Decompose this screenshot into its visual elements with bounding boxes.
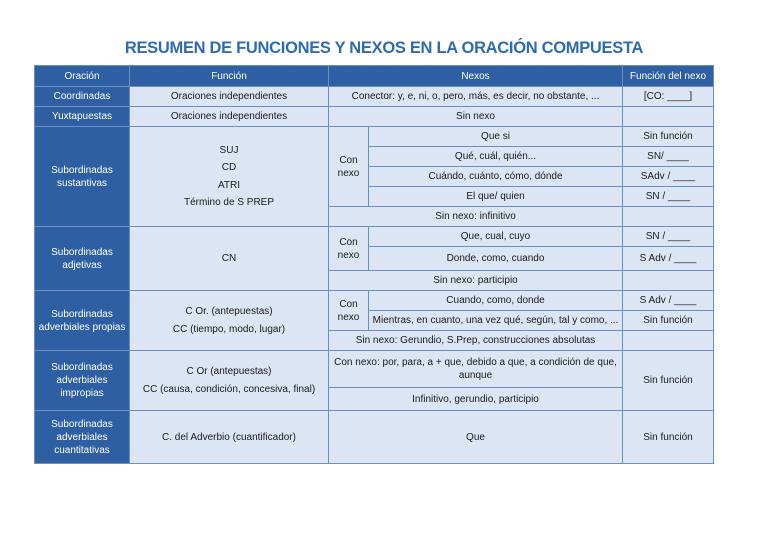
label-adverbiales-impropias: Subordinadas adverbiales impropias bbox=[35, 351, 130, 411]
page-title: RESUMEN DE FUNCIONES Y NEXOS EN LA ORACIÓN COMPUESTA bbox=[124, 39, 644, 57]
funcion-item: C Or. (antepuestas) bbox=[185, 306, 273, 317]
label-cuantitativas: Subordinadas adverbiales cuantitativas bbox=[35, 411, 130, 464]
funcion-sustantivas bbox=[130, 127, 329, 227]
sin-nexo-funcion-empty bbox=[623, 331, 714, 351]
nexo-cell: Cuando, como, donde bbox=[369, 291, 623, 311]
funcion-nexo-cuantitativas: Sin función bbox=[623, 411, 714, 464]
row-coordinadas bbox=[35, 87, 714, 107]
funcion-nexo-yuxtapuestas bbox=[623, 107, 714, 127]
funcion-coordinadas: Oraciones independientes bbox=[130, 87, 329, 107]
row-impropias-1 bbox=[35, 351, 714, 388]
nexo-funcion-cell: SN / ____ bbox=[623, 227, 714, 247]
funcion-adjetivas: CN bbox=[130, 227, 329, 291]
nexo-funcion-cell: Sin función bbox=[623, 127, 714, 147]
funcion-yuxtapuestas: Oraciones independientes bbox=[130, 107, 329, 127]
funcion-item: C Or (antepuestas) bbox=[186, 366, 272, 377]
funcion-item: CD bbox=[221, 162, 237, 173]
nexo-funcion-cell: SN / ____ bbox=[623, 187, 714, 207]
sin-nexo-sustantivas: Sin nexo: infinitivo bbox=[329, 207, 623, 227]
nexo-cell: Cuándo, cuánto, cómo, dónde bbox=[369, 167, 623, 187]
row-yuxtapuestas bbox=[35, 107, 714, 127]
funcion-item: CC (causa, condición, concesiva, final) bbox=[142, 383, 316, 395]
sin-nexo-impropias: Infinitivo, gerundio, participio bbox=[329, 388, 623, 411]
funcion-cuantitativas: C. del Adverbio (cuantificador) bbox=[130, 411, 329, 464]
row-adjetivas-1 bbox=[35, 227, 714, 247]
nexos-cuantitativas: Que bbox=[329, 411, 623, 464]
funcion-item: Término de S PREP bbox=[183, 197, 275, 208]
header-row bbox=[35, 66, 714, 87]
row-sustantivas-1 bbox=[35, 127, 714, 147]
nexos-yuxtapuestas: Sin nexo bbox=[329, 107, 623, 127]
funcion-adverbiales-propias bbox=[130, 291, 329, 351]
label-adverbiales-propias: Subordinadas adverbiales propias bbox=[35, 291, 130, 351]
nexo-funcion-cell: SN/ ____ bbox=[623, 147, 714, 167]
header-funcion-nexo: Función del nexo bbox=[623, 66, 714, 87]
nexo-cell: Donde, como, cuando bbox=[369, 247, 623, 271]
nexo-funcion-cell: S Adv / ____ bbox=[623, 247, 714, 271]
funcion-adverbiales-impropias bbox=[130, 351, 329, 411]
label-adjetivas: Subordinadas adjetivas bbox=[35, 227, 130, 291]
sin-nexo-propias: Sin nexo: Gerundio, S.Prep, construcciones absolutas bbox=[329, 331, 623, 351]
con-nexo-adjetivas: Con nexo bbox=[329, 227, 369, 271]
funcion-item: CC (tiempo, modo, lugar) bbox=[172, 323, 286, 335]
nexo-cell: El que/ quien bbox=[369, 187, 623, 207]
nexo-cell: Mientras, en cuanto, una vez qué, según, tal y como, ... bbox=[369, 311, 623, 331]
sin-nexo-funcion-empty bbox=[623, 207, 714, 227]
header-nexos: Nexos bbox=[329, 66, 623, 87]
sin-nexo-adjetivas: Sin nexo: participio bbox=[329, 271, 623, 291]
con-nexo-propias: Con nexo bbox=[329, 291, 369, 331]
label-coordinadas: Coordinadas bbox=[35, 87, 130, 107]
nexo-funcion-cell: Sin función bbox=[623, 311, 714, 331]
summary-table bbox=[34, 65, 714, 464]
header-funcion: Función bbox=[130, 66, 329, 87]
header-oracion: Oración bbox=[35, 66, 130, 87]
funcion-nexo-coordinadas: [CO: ____] bbox=[623, 87, 714, 107]
nexo-funcion-cell: SAdv / ____ bbox=[623, 167, 714, 187]
nexos-coordinadas: Conector: y, e, ni, o, pero, más, es decir, no obstante, ... bbox=[329, 87, 623, 107]
row-propias-1 bbox=[35, 291, 714, 311]
row-cuantitativas bbox=[35, 411, 714, 464]
sin-nexo-funcion-empty bbox=[623, 271, 714, 291]
label-yuxtapuestas: Yuxtapuestas bbox=[35, 107, 130, 127]
funcion-item: ATRI bbox=[217, 179, 241, 191]
funcion-nexo-impropias: Sin función bbox=[623, 351, 714, 411]
label-sustantivas: Subordinadas sustantivas bbox=[35, 127, 130, 227]
nexo-cell: Que si bbox=[369, 127, 623, 147]
nexo-cell: Que, cual, cuyo bbox=[369, 227, 623, 247]
con-nexo-impropias: Con nexo: por, para, a + que, debido a que, a condición de que, aunque bbox=[329, 351, 623, 388]
nexo-funcion-cell: S Adv / ____ bbox=[623, 291, 714, 311]
nexo-cell: Qué, cuál, quién... bbox=[369, 147, 623, 167]
con-nexo-sustantivas: Con nexo bbox=[329, 127, 369, 207]
funcion-item: SUJ bbox=[219, 144, 239, 156]
